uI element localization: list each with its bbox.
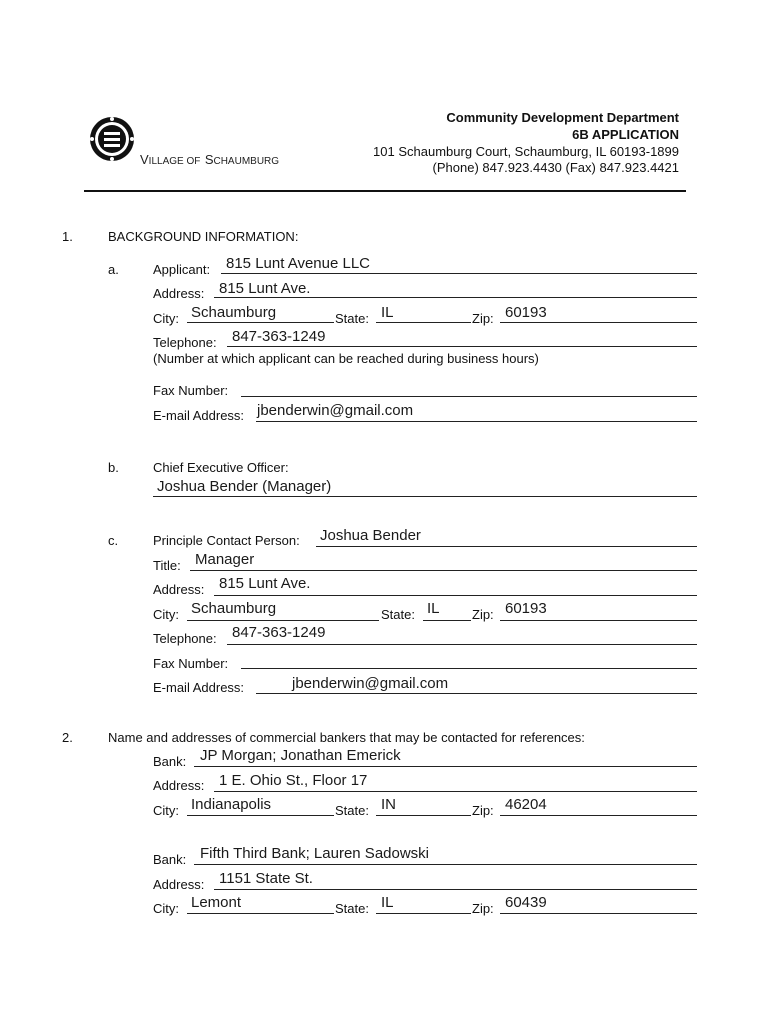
state-a-label: State: [335, 311, 369, 326]
bank2-label: Bank: [153, 852, 187, 867]
title-c-label: Title: [153, 558, 181, 573]
bank1-state-label: State: [335, 803, 369, 818]
bank1-value: JP Morgan; Jonathan Emerick [200, 747, 401, 764]
email-c-field[interactable] [256, 693, 697, 694]
ceo-label: Chief Executive Officer: [153, 460, 289, 475]
state-c-label: State: [381, 607, 415, 622]
city-c-field[interactable] [187, 620, 379, 621]
bank2-zip-field[interactable] [500, 913, 697, 914]
state-c-field[interactable] [423, 620, 471, 621]
zip-c-label: Zip: [472, 607, 494, 622]
dept-address: 101 Schaumburg Court, Schaumburg, IL 60193-1899 [373, 144, 679, 159]
address-a-field[interactable] [214, 297, 697, 298]
bank2-address-label: Address: [153, 877, 205, 892]
dept-name: Community Development Department [446, 110, 679, 125]
zip-a-label: Zip: [472, 311, 494, 326]
zip-a-field[interactable] [500, 322, 697, 323]
bank2-field[interactable] [194, 864, 697, 865]
applicant-label: Applicant: [153, 262, 211, 277]
item-a-letter: a. [108, 262, 119, 277]
tel-a-value: 847-363-1249 [232, 328, 326, 345]
bank2-state-label: State: [335, 901, 369, 916]
bank2-state-value: IL [381, 894, 394, 911]
village-name: VILLAGE OF SCHAUMBURG [140, 152, 280, 167]
tel-c-field[interactable] [227, 644, 697, 645]
contact-field[interactable] [316, 546, 697, 547]
ceo-value: Joshua Bender (Manager) [157, 478, 332, 495]
state-a-value: IL [381, 304, 394, 321]
bank2-city-value: Lemont [191, 894, 242, 911]
applicant-value: 815 Lunt Avenue LLC [226, 255, 371, 272]
item-b-letter: b. [108, 460, 119, 475]
fax-a-field[interactable] [241, 396, 697, 397]
email-a-field[interactable] [256, 421, 697, 422]
contact-value: Joshua Bender [320, 527, 421, 544]
fax-c-field[interactable] [241, 668, 697, 669]
bank1-address-label: Address: [153, 778, 205, 793]
dept-phone: (Phone) 847.923.4430 (Fax) 847.923.4421 [432, 160, 679, 175]
bank1-city-field[interactable] [187, 815, 334, 816]
bank1-label: Bank: [153, 754, 187, 769]
bank1-field[interactable] [194, 766, 697, 767]
header-divider [84, 190, 686, 192]
ceo-field[interactable] [153, 496, 697, 497]
bank1-address-field[interactable] [214, 791, 697, 792]
contact-label: Principle Contact Person: [153, 533, 300, 548]
zip-c-value: 60193 [505, 600, 547, 617]
tel-c-label: Telephone: [153, 631, 217, 646]
tel-a-label: Telephone: [153, 335, 217, 350]
email-c-value: jbenderwin@gmail.com [292, 675, 449, 692]
bank2-zip-label: Zip: [472, 901, 494, 916]
state-c-value: IL [427, 600, 440, 617]
bank2-city-field[interactable] [187, 913, 334, 914]
bank2-address-value: 1151 State St. [219, 870, 313, 887]
zip-c-field[interactable] [500, 620, 697, 621]
fax-c-label: Fax Number: [153, 656, 229, 671]
bank1-zip-value: 46204 [505, 796, 547, 813]
section1-number: 1. [62, 229, 73, 244]
bank1-state-value: IN [381, 796, 396, 813]
section2-number: 2. [62, 730, 73, 745]
city-c-value: Schaumburg [191, 600, 277, 617]
bank1-state-field[interactable] [376, 815, 471, 816]
email-a-label: E-mail Address: [153, 408, 245, 423]
title-c-field[interactable] [190, 570, 697, 571]
email-c-label: E-mail Address: [153, 680, 245, 695]
form-name: 6B APPLICATION [572, 127, 679, 142]
city-a-field[interactable] [187, 322, 334, 323]
address-c-field[interactable] [214, 595, 697, 596]
bank2-state-field[interactable] [376, 913, 471, 914]
title-c-value: Manager [195, 551, 255, 568]
village-seal [89, 116, 135, 162]
email-a-value: jbenderwin@gmail.com [257, 402, 414, 419]
bank1-zip-field[interactable] [500, 815, 697, 816]
tel-c-value: 847-363-1249 [232, 624, 326, 641]
bank2-value: Fifth Third Bank; Lauren Sadowski [200, 845, 430, 862]
bank2-city-label: City: [153, 901, 179, 916]
fax-a-label: Fax Number: [153, 383, 229, 398]
tel-a-note: (Number at which applicant can be reached during business hours) [153, 351, 539, 366]
city-a-value: Schaumburg [191, 304, 277, 321]
address-a-label: Address: [153, 286, 205, 301]
section2-title: Name and addresses of commercial bankers that may be contacted for references: [108, 730, 585, 745]
applicant-field[interactable] [221, 273, 697, 274]
bank1-address-value: 1 E. Ohio St., Floor 17 [219, 772, 368, 789]
address-c-value: 815 Lunt Ave. [219, 575, 311, 592]
city-c-label: City: [153, 607, 179, 622]
village-seal-icon [89, 116, 135, 162]
tel-a-field[interactable] [227, 346, 697, 347]
section1-title: BACKGROUND INFORMATION: [108, 229, 299, 244]
bank1-zip-label: Zip: [472, 803, 494, 818]
city-a-label: City: [153, 311, 179, 326]
bank1-city-label: City: [153, 803, 179, 818]
address-a-value: 815 Lunt Ave. [219, 280, 311, 297]
zip-a-value: 60193 [505, 304, 547, 321]
state-a-field[interactable] [376, 322, 471, 323]
address-c-label: Address: [153, 582, 205, 597]
bank2-zip-value: 60439 [505, 894, 547, 911]
bank2-address-field[interactable] [214, 889, 697, 890]
item-c-letter: c. [108, 533, 119, 548]
bank1-city-value: Indianapolis [191, 796, 272, 813]
